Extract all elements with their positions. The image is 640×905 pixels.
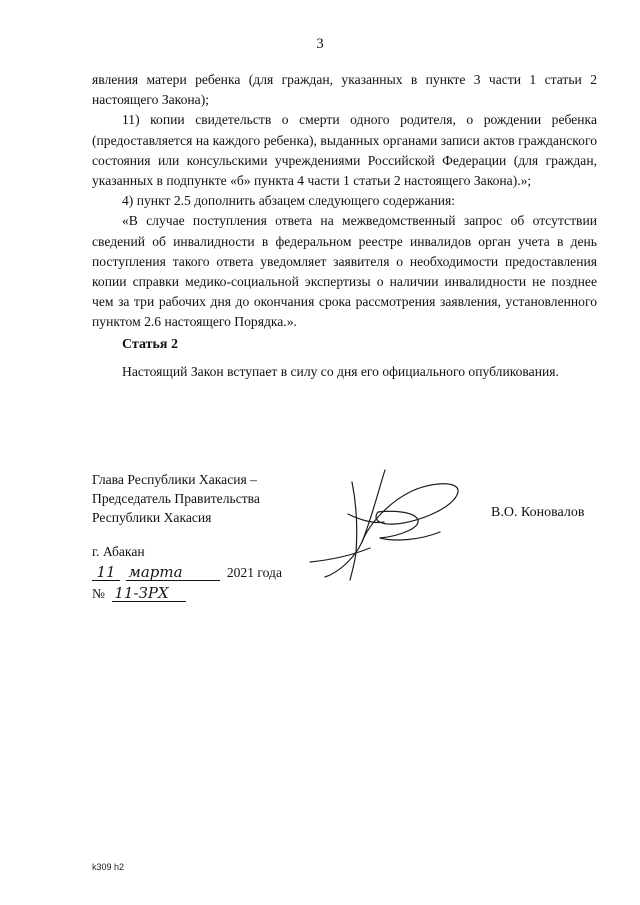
law-number: 11-ЗРХ bbox=[112, 585, 186, 602]
article-text: Настоящий Закон вступает в силу со дня его официального опубликования. bbox=[122, 364, 559, 379]
handwritten-signature bbox=[300, 462, 470, 582]
city: г. Абакан bbox=[92, 544, 145, 559]
paragraph-item-4: 4) пункт 2.5 дополнить абзацем следующего содержания: bbox=[122, 193, 456, 209]
paragraph-quote: «В случае поступления ответа на межведомственный запрос об отсутствии сведений об инвалидности в федеральном реестре инвалидов орган учета в день поступления такого ответа уведомляет заявителя о необходимости предоставления копии справки медико-социальной экспертизы о наличии инвалидности не позднее чем за три рабочих дня до окончания срока рассмотрения заявления, установленного пунктом 2.6 настоящего Порядка.». bbox=[92, 213, 597, 330]
paragraph-continuation: явления матери ребенка (для граждан, указанных в пункте 3 части 1 статьи 2 настоящего Закона); bbox=[92, 72, 597, 108]
place-date-block bbox=[92, 541, 282, 604]
paragraph-item-11: 11) копии свидетельств о смерти одного родителя, о рождении ребенка (предоставляется на каждого ребенка), выданных органами записи актов гражданского состояния или консульскими учреждениями Российской Федерации (для граждан, указанных в подпункте «б» пункта 4 части 1 статьи 2 настоящего Закона).»; bbox=[92, 112, 597, 189]
body-text bbox=[92, 70, 597, 333]
signer-position-line: Председатель Правительства bbox=[92, 491, 260, 506]
law-number-line bbox=[92, 583, 282, 604]
signer-position-line: Республики Хакасия bbox=[92, 510, 212, 525]
date-line bbox=[92, 562, 282, 583]
article-title: Статья 2 bbox=[122, 337, 178, 352]
page-number: 3 bbox=[316, 36, 324, 52]
signer-position-line: Глава Республики Хакасия – bbox=[92, 472, 257, 487]
signer-position bbox=[92, 470, 260, 527]
footer-code: k309 h2 bbox=[92, 862, 125, 872]
number-prefix: № bbox=[92, 586, 105, 601]
signer-name: В.О. Коновалов bbox=[491, 505, 585, 520]
date-day: 11 bbox=[92, 564, 120, 581]
date-month: марта bbox=[126, 564, 220, 581]
date-year: 2021 года bbox=[226, 565, 282, 580]
